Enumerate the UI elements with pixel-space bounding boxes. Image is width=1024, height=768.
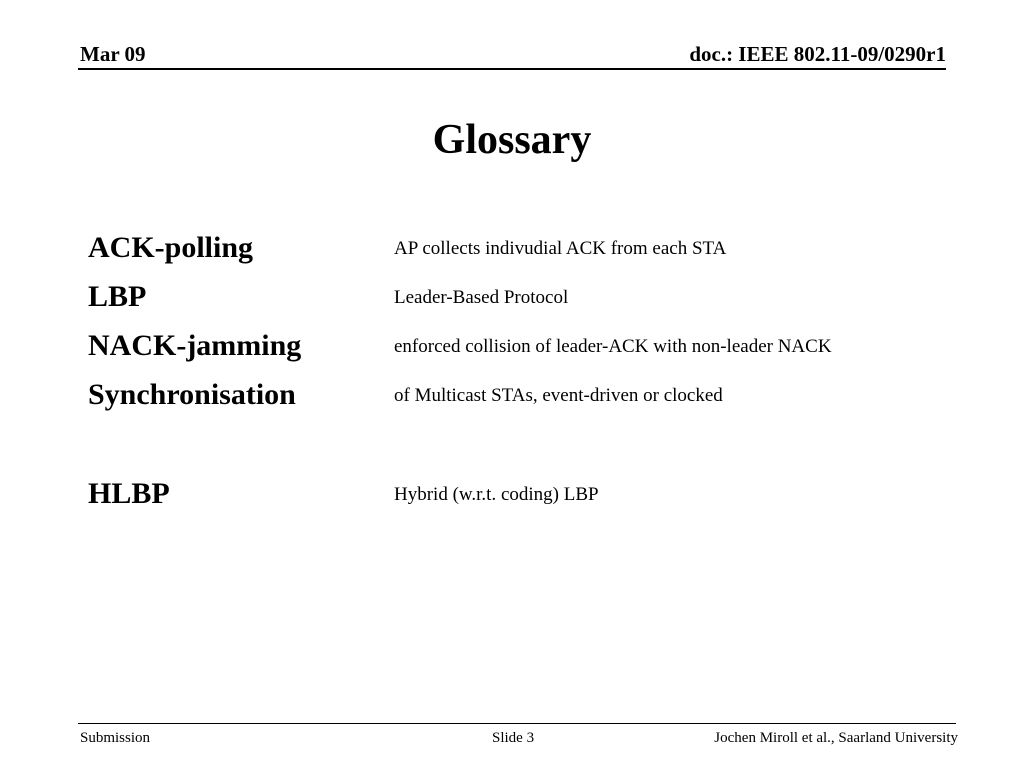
glossary-definition: Leader-Based Protocol	[394, 287, 569, 308]
glossary-definition: of Multicast STAs, event-driven or clocked	[394, 385, 723, 406]
glossary-definition: AP collects indivudial ACK from each STA	[394, 238, 727, 259]
header-doc-id: doc.: IEEE 802.11-09/0290r1	[689, 42, 946, 66]
header-date: Mar 09	[80, 42, 146, 66]
glossary-item-lbp	[0, 279, 1024, 319]
footer-divider	[78, 723, 956, 724]
header-divider	[78, 68, 946, 70]
glossary-definition: enforced collision of leader-ACK with non-leader NACK	[394, 336, 832, 357]
glossary-item-hlbp	[0, 476, 1024, 516]
glossary-item-ack-polling	[0, 230, 1024, 270]
slide-title: Glossary	[432, 117, 592, 163]
footer-authors: Jochen Miroll et al., Saarland University	[714, 730, 958, 746]
glossary-term: Synchronisation	[88, 378, 296, 411]
glossary-term: LBP	[88, 280, 147, 313]
glossary-item-synchronisation	[0, 377, 1024, 417]
glossary-term: ACK-polling	[88, 231, 254, 264]
footer-submission: Submission	[80, 730, 151, 746]
glossary-term: NACK-jamming	[88, 329, 302, 362]
glossary-item-nack-jamming	[0, 328, 1024, 368]
footer-slide-number: Slide 3	[492, 730, 535, 746]
glossary-term: HLBP	[88, 477, 170, 510]
glossary-definition: Hybrid (w.r.t. coding) LBP	[394, 484, 599, 505]
